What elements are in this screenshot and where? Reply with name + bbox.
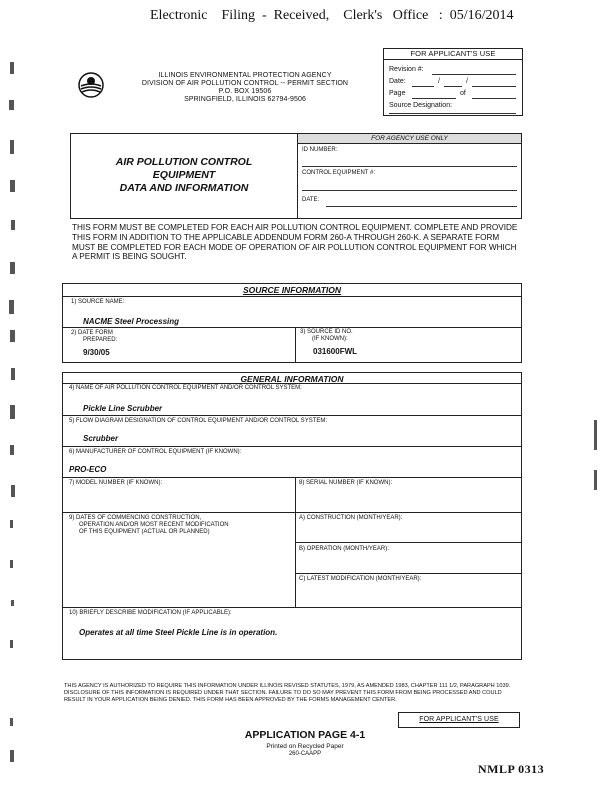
q2-date-label bbox=[71, 330, 117, 344]
form-title-line1: AIR POLLUTION CONTROL bbox=[115, 156, 253, 168]
q3-source-id-label bbox=[300, 329, 353, 343]
q4-equipment-name-value: Pickle Line Scrubber bbox=[83, 404, 163, 413]
q6-manufacturer-value: PRO-ECO bbox=[69, 465, 107, 474]
q9-dates-label-c: OF THIS EQUIPMENT (ACTUAL OR PLANNED) bbox=[79, 529, 210, 535]
control-equipment-field[interactable] bbox=[302, 190, 517, 191]
q10-modification-label: 10) BRIEFLY DESCRIBE MODIFICATION (IF APPLICABLE): bbox=[69, 610, 232, 616]
q8-serial-number-label: 8) SERIAL NUMBER (IF KNOWN): bbox=[299, 480, 393, 486]
agency-date-field[interactable] bbox=[326, 206, 517, 207]
form-instructions: THIS FORM MUST BE COMPLETED FOR EACH AIR POLLUTION CONTROL EQUIPMENT. COMPLETE AND PROVIDE THIS FORM IN ADDITION TO THE APPLICABLE ADDENDUM FORM 260-A THROUGH 260-K. A SEPARATE FORM MUST BE COMPLETED FOR EACH MODE OF OPERATION OF AIR POLLUTION CONTROL EQUIPMENT FOR WHICH A PERMIT IS BEING SOUGHT. bbox=[72, 223, 518, 262]
q5-flow-diagram-value: Scrubber bbox=[83, 434, 119, 443]
form-number: 260-CAAPP bbox=[288, 751, 322, 757]
source-designation-label: Source Designation: bbox=[389, 102, 453, 109]
control-equipment-label: CONTROL EQUIPMENT #: bbox=[302, 170, 376, 176]
page-of-label: of bbox=[460, 90, 466, 97]
application-page-title: APPLICATION PAGE 4-1 bbox=[244, 729, 366, 741]
page-number-field[interactable] bbox=[412, 98, 456, 99]
id-number-label: ID NUMBER: bbox=[302, 147, 338, 153]
page-label: Page bbox=[389, 90, 406, 97]
q1-source-name-label: 1) SOURCE NAME: bbox=[71, 299, 125, 305]
disclosure-statement: THIS AGENCY IS AUTHORIZED TO REQUIRE THIS INFORMATION UNDER ILLINOIS REVISED STATUTES, 1979, AS AMENDED 1983, CHAPTER 111 1/2, PARAGRAPH 1039. DISCLOSURE OF THIS INFORMATION IS REQUIRED UNDER THAT SECTION. FAILURE TO DO SO MAY PREVENT THIS FORM FROM BEING PROCESSED AND COULD RESULT IN YOUR APPLICATION BEING DENIED. THIS FORM HAS BEEN APPROVED BY THE FORMS MANAGEMENT CENTER. bbox=[64, 683, 511, 703]
revision-field[interactable] bbox=[432, 74, 516, 75]
date-sep-2: / bbox=[466, 78, 468, 85]
printed-on-recycled: Printed on Recycled Paper bbox=[266, 743, 344, 750]
q9-dates-label-b: OPERATION AND/OR MOST RECENT MODIFICATION bbox=[79, 522, 229, 528]
q3-source-id-value: 031600FWL bbox=[313, 347, 358, 356]
agency-line3: P.O. BOX 19506 bbox=[218, 88, 272, 95]
q9c-modification-label: C) LATEST MODIFICATION (MONTH/YEAR): bbox=[299, 576, 422, 582]
q2-date-label-a: 2) DATE FORM bbox=[71, 330, 113, 336]
source-designation-field[interactable] bbox=[389, 113, 516, 114]
q7-model-number-label: 7) MODEL NUMBER (IF KNOWN): bbox=[69, 480, 163, 486]
date-month-field[interactable] bbox=[412, 86, 434, 87]
form-title-block bbox=[70, 133, 522, 219]
q9-dates-label bbox=[69, 515, 229, 536]
q6-manufacturer-label: 6) MANUFACTURER OF CONTROL EQUIPMENT (IF KNOWN): bbox=[69, 449, 242, 455]
q2-date-label-b: PREPARED: bbox=[83, 337, 118, 343]
q5-flow-diagram-label: 5) FLOW DIAGRAM DESIGNATION OF CONTROL EQUIPMENT AND/OR CONTROL SYSTEM: bbox=[69, 418, 328, 424]
general-info-heading: GENERAL INFORMATION bbox=[240, 374, 344, 384]
source-information-section bbox=[62, 283, 522, 363]
applicant-use-title: FOR APPLICANT'S USE bbox=[410, 49, 496, 58]
q9-dates-label-a: 9) DATES OF COMMENCING CONSTRUCTION, bbox=[69, 515, 202, 521]
date-label: Date: bbox=[389, 78, 406, 85]
q4-equipment-name-label: 4) NAME OF AIR POLLUTION CONTROL EQUIPMENT AND/OR CONTROL SYSTEM: bbox=[69, 385, 302, 391]
date-year-field[interactable] bbox=[472, 86, 516, 87]
footer-applicant-use-box bbox=[398, 712, 520, 728]
general-information-section bbox=[62, 372, 522, 660]
q3-source-id-label-a: 3) SOURCE ID NO. bbox=[300, 329, 353, 335]
form-title bbox=[71, 156, 297, 195]
form-title-line2: EQUIPMENT bbox=[152, 169, 216, 181]
form-title-line3: DATA AND INFORMATION bbox=[119, 182, 249, 194]
q3-source-id-label-b: (IF KNOWN): bbox=[312, 336, 348, 342]
bates-number: NMLP 0313 bbox=[478, 762, 545, 776]
revision-label: Revision #: bbox=[389, 66, 424, 73]
illinois-epa-logo-icon bbox=[78, 72, 104, 98]
agency-address bbox=[110, 72, 380, 104]
q9a-construction-label: A) CONSTRUCTION (MONTH/YEAR): bbox=[299, 515, 403, 521]
agency-line4: SPRINGFIELD, ILLINOIS 62794-9506 bbox=[184, 96, 306, 103]
agency-date-label: DATE: bbox=[302, 197, 320, 203]
date-sep-1: / bbox=[438, 78, 440, 85]
id-number-field[interactable] bbox=[302, 166, 517, 167]
q2-date-value: 9/30/05 bbox=[83, 348, 110, 357]
q1-source-name-value: NACME Steel Processing bbox=[83, 317, 180, 326]
footer-applicant-use-title: FOR APPLICANT'S USE bbox=[419, 716, 499, 723]
date-day-field[interactable] bbox=[444, 86, 462, 87]
page-total-field[interactable] bbox=[472, 98, 516, 99]
agency-line1: ILLINOIS ENVIRONMENTAL PROTECTION AGENCY bbox=[158, 72, 332, 79]
agency-line2: DIVISION OF AIR POLLUTION CONTROL -- PERMIT SECTION bbox=[141, 80, 349, 87]
q10-modification-value: Operates at all time Steel Pickle Line is in operation. bbox=[79, 628, 278, 637]
agency-use-title: FOR AGENCY USE ONLY bbox=[298, 134, 521, 143]
applicant-use-box bbox=[383, 48, 523, 116]
source-info-heading: SOURCE INFORMATION bbox=[242, 285, 342, 295]
q9b-operation-label: B) OPERATION (MONTH/YEAR): bbox=[299, 546, 389, 552]
filing-stamp: Electronic Filing - Received, Clerk's Office : 05/16/2014 bbox=[150, 8, 514, 23]
